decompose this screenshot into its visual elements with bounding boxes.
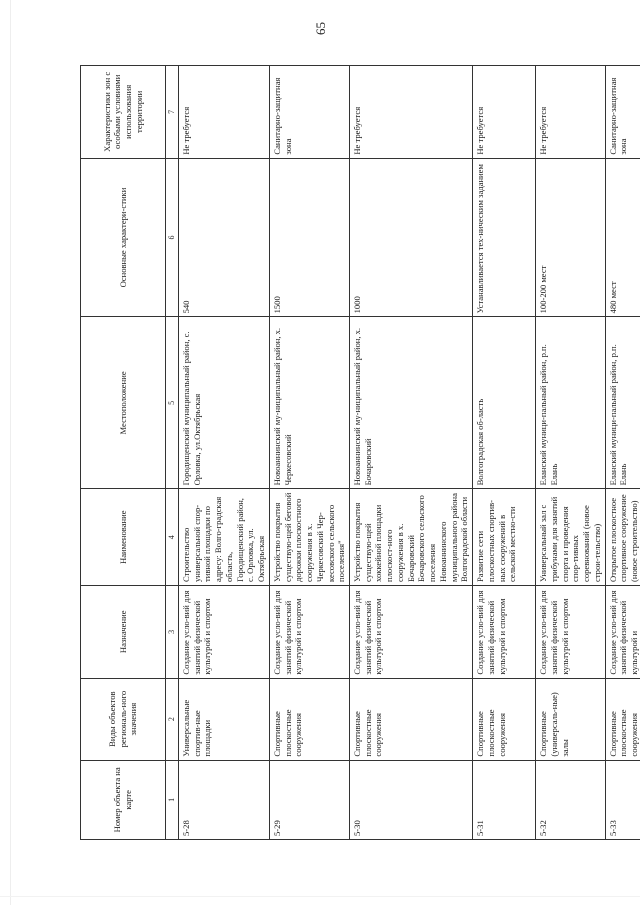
column-number: 1 — [166, 760, 179, 839]
header-name: Наименование — [81, 489, 166, 586]
cell-zone: Не требуется — [536, 66, 605, 159]
cell-name: Строительство универсальной спор-тивной площадки по адресу: Волго-градская область, Городищенский район, с. Орловка, ул. Октябрьская — [179, 489, 270, 586]
cell-location: Волгоградская об-ласть — [473, 317, 536, 489]
header-location: Местоположение — [81, 317, 166, 489]
column-number: 6 — [166, 158, 179, 317]
objects-table — [80, 65, 640, 840]
cell-location: Еланский муници-пальный район, р.п. Елань — [536, 317, 605, 489]
cell-characteristics: 100-200 мест — [536, 158, 605, 317]
cell-name: Устройство покрытия существую-щей хоккейной площадки плоскост-ного сооружения в х. Бочаровский Бочаровского сельского поселения Новоаннинского муниципального района Волгоградской области — [350, 489, 473, 586]
scan-edge — [10, 0, 11, 905]
column-number: 3 — [166, 586, 179, 679]
cell-object-number: 5-30 — [350, 760, 473, 839]
cell-object-type: Спортивные плоскостные сооружения — [605, 678, 640, 760]
cell-object-type: Спортивные (универсаль-ные) залы — [536, 678, 605, 760]
cell-name: Открытое плоскостное спортивное сооружение (новое строительство) — [605, 489, 640, 586]
column-number: 5 — [166, 317, 179, 489]
cell-object-type: Универсальные спортив-ные площадки — [179, 678, 270, 760]
table-row — [605, 66, 640, 840]
table-row — [536, 66, 605, 840]
cell-purpose: Создание усло-вий для занятий физической культурой и спортом — [269, 586, 349, 679]
scan-edge — [0, 896, 640, 897]
rotated-table-wrapper — [80, 65, 639, 840]
cell-name: Устройство покрытия существую-щей беговой дорожки плоскостного сооружения в х. Черкесовский Чер-кесовского сельского поселения" — [269, 489, 349, 586]
cell-object-type: Спортивные плоскостные сооружения — [269, 678, 349, 760]
column-number: 4 — [166, 489, 179, 586]
cell-characteristics: 1500 — [269, 158, 349, 317]
header-purpose: Назначение — [81, 586, 166, 679]
cell-location: Новоаннинский му-ниципальный район, х. Бочаровский — [350, 317, 473, 489]
column-number: 7 — [166, 66, 179, 159]
cell-object-number: 5-28 — [179, 760, 270, 839]
column-number-row — [166, 66, 179, 840]
cell-location: Новоаннинский му-ниципальный район, х. Черкесовский — [269, 317, 349, 489]
header-zone-characteristics: Характеристики зон с особыми условиями использования территории — [81, 66, 166, 159]
column-number: 2 — [166, 678, 179, 760]
cell-purpose: Создание усло-вий для занятий физической культурой и — [605, 586, 640, 679]
cell-name: Развитие сети плоскостных спортив-ных сооружений в сельской местно-сти — [473, 489, 536, 586]
cell-purpose: Создание усло-вий для занятий физической культурой и спортом — [350, 586, 473, 679]
cell-purpose: Создание усло-вий для занятий физической культурой и спортом — [473, 586, 536, 679]
table-body — [179, 66, 640, 840]
cell-zone: Не требуется — [473, 66, 536, 159]
table-row — [473, 66, 536, 840]
cell-object-number: 5-33 — [605, 760, 640, 839]
table-row — [269, 66, 349, 840]
cell-characteristics: 1000 — [350, 158, 473, 317]
cell-object-type: Спортивные плоскостные сооружения — [473, 678, 536, 760]
cell-zone: Санитарно-защитная зона — [269, 66, 349, 159]
cell-zone: Санитарно-защитная зона — [605, 66, 640, 159]
cell-zone: Не требуется — [179, 66, 270, 159]
cell-purpose: Создание усло-вий для занятий физической культурой и спортом — [536, 586, 605, 679]
page-number: 65 — [313, 22, 328, 36]
table-row — [179, 66, 270, 840]
cell-characteristics: 480 мест — [605, 158, 640, 317]
cell-location: Еланский муници-пальный район, р.п. Елань — [605, 317, 640, 489]
cell-purpose: Создание усло-вий для занятий физической культурой и спортом — [179, 586, 270, 679]
header-object-type: Виды объектов региональ-ного значения — [81, 678, 166, 760]
header-object-number: Номер объекта на карте — [81, 760, 166, 839]
cell-name: Универсальный зал с трибунами для занятий спорта и проведения спор-тивных соревнований (новое строи-тельство) — [536, 489, 605, 586]
cell-object-type: Спортивные плоскостные сооружения — [350, 678, 473, 760]
cell-object-number: 5-31 — [473, 760, 536, 839]
cell-characteristics: 540 — [179, 158, 270, 317]
table-row — [350, 66, 473, 840]
cell-location: Городищенский муниципальный район, с. Орловка, ул.Октябрьская — [179, 317, 270, 489]
cell-characteristics: Устанавливается тех-ническим заданием — [473, 158, 536, 317]
cell-object-number: 5-29 — [269, 760, 349, 839]
cell-zone: Не требуется — [350, 66, 473, 159]
header-characteristics: Основные характери-стики — [81, 158, 166, 317]
table-header-row — [81, 66, 166, 840]
cell-object-number: 5-32 — [536, 760, 605, 839]
